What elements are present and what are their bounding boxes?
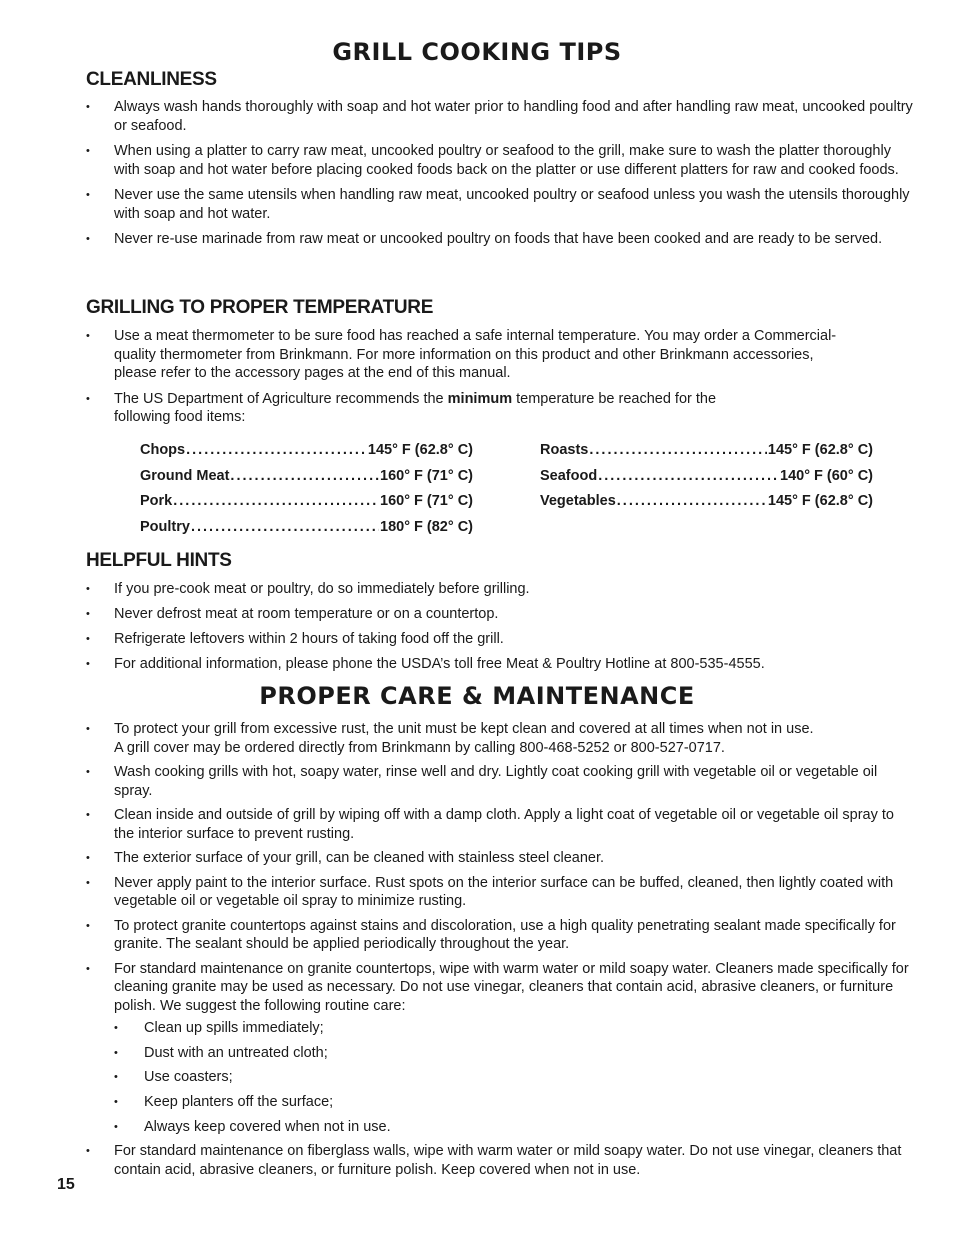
usda-text-end: temperature be reached for the following food items: [114, 390, 717, 425]
temperature-list [86, 327, 846, 427]
list-item: • Use a meat thermometer to be sure food has reached a safe internal temperature. You may order a Commercial-quality thermometer from Brinkmann. For more information on this product and other Brinkmann accessories, please refer to the accessory pages at the end of this manual. [86, 327, 846, 383]
list-item: • The exterior surface of your grill, can be cleaned with stainless steel cleaner. [86, 849, 918, 868]
table-row [140, 489, 473, 515]
list-item: • For standard maintenance on fiberglass walls, wipe with warm water or mild soapy water. Do not use vinegar, cleaners that contain acid, abrasive cleaners, or furniture polish. Keep covered when not in use. [86, 1142, 918, 1179]
list-item: • Dust with an untreated cloth; [114, 1044, 918, 1063]
food-name: Pork [140, 493, 173, 510]
food-name: Vegetables [540, 493, 616, 510]
food-temp: 145° F (62.8° C) [767, 442, 873, 458]
cleanliness-heading: CLEANLINESS [86, 69, 217, 90]
food-temp: 140° F (60° C) [780, 467, 873, 484]
table-row [140, 464, 473, 490]
list-item: • Wash cooking grills with hot, soapy water, rinse well and dry. Lightly coat cooking grill with vegetable oil or vegetable oil spray. [86, 763, 918, 800]
table-row [140, 438, 473, 464]
food-temp: 180° F (82° C) [380, 519, 473, 536]
table-row [540, 438, 873, 464]
list-item: • To protect your grill from excessive rust, the unit must be kept clean and covered at all times when not in use. A grill cover may be ordered directly from Brinkmann by calling 800-468-5252 or 800-527-0717. [86, 720, 819, 757]
table-row [540, 464, 873, 490]
food-name: Roasts [540, 442, 589, 458]
list-item: • Always keep covered when not in use. [114, 1118, 918, 1137]
care-maintenance-title: PROPER CARE & MAINTENANCE [259, 682, 695, 710]
granite-maintenance-text: For standard maintenance on granite countertops, wipe with warm water or mild soapy water. Cleaners made specifically for cleaning granite may be used as necessary. Do not use vinegar, cleaners that contain acid, abrasive cleaners, or furniture polish. We suggest the following routine care: [114, 960, 909, 1014]
food-name: Poultry [140, 519, 190, 536]
food-temp: 145° F (62.8° C) [367, 442, 473, 458]
list-item: • Clean inside and outside of grill by wiping off with a damp cloth. Apply a light coat of vegetable oil or vegetable oil spray to the interior surface to prevent rusting. [86, 806, 918, 843]
list-item: • When using a platter to carry raw meat, uncooked poultry or seafood to the grill, make sure to wash the platter thoroughly with soap and hot water before placing cooked foods back on the platter or use different platters for raw and cooked foods. [86, 142, 918, 179]
table-row [540, 489, 873, 515]
list-item: • Never apply paint to the interior surface. Rust spots on the interior surface can be buffed, cleaned, then lightly coated with vegetable oil or vegetable oil spray to minimize rusting. [86, 874, 918, 911]
list-item: • Never defrost meat at room temperature or on a countertop. [86, 605, 918, 624]
food-name: Ground Meat [140, 467, 230, 484]
list-item: • For additional information, please phone the USDA’s toll free Meat & Poultry Hotline at 800-535-4555. [86, 655, 918, 674]
list-item: • Never re-use marinade from raw meat or uncooked poultry on foods that have been cooked and are ready to be served. [86, 230, 918, 249]
helpful-hints-list [86, 580, 918, 674]
routine-care-list [114, 1019, 918, 1136]
grill-cooking-tips-title: GRILL COOKING TIPS [332, 38, 622, 66]
list-item: • If you pre-cook meat or poultry, do so immediately before grilling. [86, 580, 918, 599]
temperature-heading: GRILLING TO PROPER TEMPERATURE [86, 297, 434, 318]
list-item [86, 390, 774, 427]
list-item: • Clean up spills immediately; [114, 1019, 918, 1038]
list-item: • Use coasters; [114, 1068, 918, 1087]
helpful-hints-heading: HELPFUL HINTS [86, 550, 232, 571]
food-temp: 160° F (71° C) [380, 467, 473, 484]
table-row [140, 515, 473, 541]
temperature-table-right [540, 438, 873, 515]
maintenance-list [86, 720, 918, 1179]
list-item: • Always wash hands thoroughly with soap and hot water prior to handling food and after handling raw meat, uncooked poultry or seafood. [86, 98, 918, 135]
food-temp: 145° F (62.8° C) [767, 493, 873, 510]
cleanliness-list [86, 98, 918, 249]
food-name: Seafood [540, 467, 598, 484]
list-item: • Keep planters off the surface; [114, 1093, 918, 1112]
usda-text-start: The US Department of Agriculture recommends the [114, 390, 448, 407]
food-temp: 160° F (71° C) [380, 493, 473, 510]
list-item: • Refrigerate leftovers within 2 hours of taking food off the grill. [86, 630, 918, 649]
food-name: Chops [140, 442, 186, 458]
temperature-table-left [140, 438, 473, 541]
list-item: • Never use the same utensils when handling raw meat, uncooked poultry or seafood unless you wash the utensils thoroughly with soap and hot water. [86, 186, 918, 223]
page-number: 15 [57, 1176, 75, 1193]
list-item [86, 960, 918, 1137]
list-item: • To protect granite countertops against stains and discoloration, use a high quality penetrating sealant made specifically for granite. The sealant should be applied periodically throughout the year. [86, 917, 918, 954]
minimum-emphasis: minimum [447, 390, 513, 407]
